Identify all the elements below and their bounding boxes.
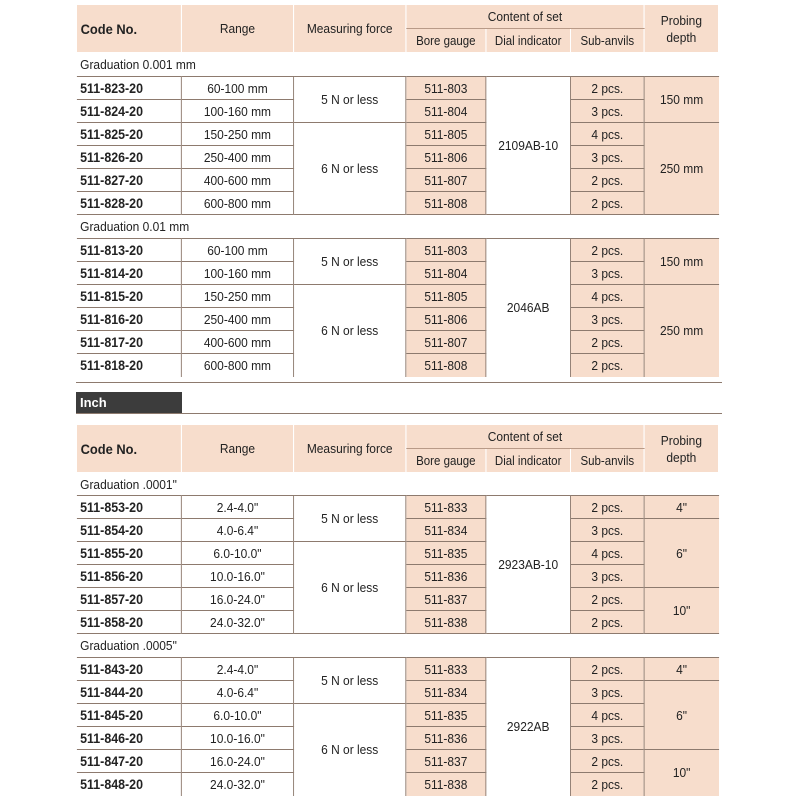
unit-section-bar — [76, 392, 722, 416]
range: 10.0-16.0" — [181, 727, 293, 750]
range: 4.0-6.4" — [181, 519, 293, 542]
range: 600-800 mm — [181, 354, 293, 377]
sub-anvils: 2 pcs. — [571, 496, 645, 519]
header-dial-indicator: Dial indicator — [486, 29, 571, 53]
probing-depth: 6" — [644, 519, 719, 588]
bore-gauge: 511-833 — [406, 658, 486, 681]
bore-gauge: 511-805 — [406, 285, 486, 308]
sub-anvils: 2 pcs. — [571, 658, 645, 681]
header-code-no: Code No. — [76, 5, 181, 53]
probing-depth: 150 mm — [644, 77, 719, 123]
header-content-of-set: Content of set — [406, 425, 644, 449]
measuring-force: 6 N or less — [294, 123, 406, 215]
metric-spec-table — [76, 4, 719, 377]
probing-depth: 10" — [644, 750, 719, 796]
bore-gauge: 511-838 — [406, 611, 486, 634]
range: 60-100 mm — [181, 77, 293, 100]
code-no: 511-818-20 — [76, 354, 181, 377]
bore-gauge: 511-803 — [406, 239, 486, 262]
range: 24.0-32.0" — [181, 611, 293, 634]
range: 150-250 mm — [181, 285, 293, 308]
range: 16.0-24.0" — [181, 588, 293, 611]
bore-gauge: 511-807 — [406, 169, 486, 192]
code-no: 511-815-20 — [76, 285, 181, 308]
bore-gauge: 511-835 — [406, 542, 486, 565]
header-bore-gauge: Bore gauge — [406, 29, 486, 53]
code-no: 511-853-20 — [76, 496, 181, 519]
sub-anvils: 2 pcs. — [571, 611, 645, 634]
sub-anvils: 2 pcs. — [571, 773, 645, 796]
inch-spec-table — [76, 424, 719, 796]
range: 150-250 mm — [181, 123, 293, 146]
code-no: 511-817-20 — [76, 331, 181, 354]
code-no: 511-825-20 — [76, 123, 181, 146]
bore-gauge: 511-838 — [406, 773, 486, 796]
sub-anvils: 2 pcs. — [571, 331, 645, 354]
code-no: 511-858-20 — [76, 611, 181, 634]
sub-anvils: 2 pcs. — [571, 750, 645, 773]
sub-anvils: 4 pcs. — [571, 285, 645, 308]
range: 2.4-4.0" — [181, 658, 293, 681]
bore-gauge: 511-808 — [406, 354, 486, 377]
header-content-of-set: Content of set — [406, 5, 644, 29]
header-code-no: Code No. — [76, 425, 181, 473]
range: 400-600 mm — [181, 169, 293, 192]
sub-anvils: 4 pcs. — [571, 704, 645, 727]
bore-gauge: 511-808 — [406, 192, 486, 215]
measuring-force: 5 N or less — [294, 77, 406, 123]
code-no: 511-816-20 — [76, 308, 181, 331]
range: 100-160 mm — [181, 262, 293, 285]
code-no: 511-855-20 — [76, 542, 181, 565]
bore-gauge: 511-834 — [406, 681, 486, 704]
sub-anvils: 4 pcs. — [571, 542, 645, 565]
measuring-force: 6 N or less — [294, 704, 406, 796]
code-no: 511-845-20 — [76, 704, 181, 727]
sub-anvils: 2 pcs. — [571, 77, 645, 100]
header-probing-depth: Probing depth — [644, 5, 719, 53]
header-sub-anvils: Sub-anvils — [571, 449, 645, 473]
probing-depth: 250 mm — [644, 285, 719, 377]
probing-depth: 6" — [644, 681, 719, 750]
bore-gauge: 511-836 — [406, 727, 486, 750]
header-measuring-force: Measuring force — [294, 425, 406, 473]
sub-anvils: 2 pcs. — [571, 354, 645, 377]
header-range: Range — [181, 5, 293, 53]
header-sub-anvils: Sub-anvils — [571, 29, 645, 53]
code-no: 511-857-20 — [76, 588, 181, 611]
header-measuring-force: Measuring force — [294, 5, 406, 53]
probing-depth: 4" — [644, 658, 719, 681]
measuring-force: 6 N or less — [294, 285, 406, 377]
graduation-label: Graduation .0001" — [76, 473, 718, 496]
sub-anvils: 3 pcs. — [571, 146, 645, 169]
code-no: 511-828-20 — [76, 192, 181, 215]
code-no: 511-847-20 — [76, 750, 181, 773]
code-no: 511-826-20 — [76, 146, 181, 169]
range: 4.0-6.4" — [181, 681, 293, 704]
range: 16.0-24.0" — [181, 750, 293, 773]
range: 250-400 mm — [181, 146, 293, 169]
graduation-label: Graduation .0005" — [76, 634, 718, 658]
code-no: 511-846-20 — [76, 727, 181, 750]
range: 24.0-32.0" — [181, 773, 293, 796]
range: 600-800 mm — [181, 192, 293, 215]
bore-gauge: 511-806 — [406, 308, 486, 331]
range: 2.4-4.0" — [181, 496, 293, 519]
code-no: 511-856-20 — [76, 565, 181, 588]
range: 10.0-16.0" — [181, 565, 293, 588]
sub-anvils: 3 pcs. — [571, 100, 645, 123]
graduation-label: Graduation 0.01 mm — [76, 215, 718, 239]
dial-indicator: 2109AB-10 — [486, 77, 571, 215]
sub-anvils: 2 pcs. — [571, 169, 645, 192]
bore-gauge: 511-836 — [406, 565, 486, 588]
code-no: 511-824-20 — [76, 100, 181, 123]
measuring-force: 5 N or less — [294, 239, 406, 285]
range: 100-160 mm — [181, 100, 293, 123]
code-no: 511-827-20 — [76, 169, 181, 192]
measuring-force: 6 N or less — [294, 542, 406, 634]
header-bore-gauge: Bore gauge — [406, 449, 486, 473]
code-no: 511-823-20 — [76, 77, 181, 100]
sub-anvils: 4 pcs. — [571, 123, 645, 146]
header-dial-indicator: Dial indicator — [486, 449, 571, 473]
code-no: 511-854-20 — [76, 519, 181, 542]
unit-tab-inch: Inch — [76, 392, 182, 414]
sub-anvils: 3 pcs. — [571, 519, 645, 542]
range: 6.0-10.0" — [181, 542, 293, 565]
dial-indicator: 2923AB-10 — [486, 496, 571, 634]
sub-anvils: 3 pcs. — [571, 681, 645, 704]
bore-gauge: 511-834 — [406, 519, 486, 542]
sub-anvils: 2 pcs. — [571, 588, 645, 611]
code-no: 511-844-20 — [76, 681, 181, 704]
probing-depth: 4" — [644, 496, 719, 519]
bore-gauge: 511-805 — [406, 123, 486, 146]
sub-anvils: 2 pcs. — [571, 192, 645, 215]
code-no: 511-843-20 — [76, 658, 181, 681]
bore-gauge: 511-804 — [406, 100, 486, 123]
code-no: 511-813-20 — [76, 239, 181, 262]
graduation-label: Graduation 0.001 mm — [76, 53, 718, 77]
table-bottom-rule — [76, 382, 722, 383]
probing-depth: 150 mm — [644, 239, 719, 285]
range: 6.0-10.0" — [181, 704, 293, 727]
header-range: Range — [181, 425, 293, 473]
range: 400-600 mm — [181, 331, 293, 354]
measuring-force: 5 N or less — [294, 496, 406, 542]
bore-gauge: 511-804 — [406, 262, 486, 285]
dial-indicator: 2046AB — [486, 239, 571, 377]
code-no: 511-814-20 — [76, 262, 181, 285]
sub-anvils: 3 pcs. — [571, 308, 645, 331]
sub-anvils: 3 pcs. — [571, 727, 645, 750]
probing-depth: 250 mm — [644, 123, 719, 215]
bore-gauge: 511-803 — [406, 77, 486, 100]
bore-gauge: 511-833 — [406, 496, 486, 519]
measuring-force: 5 N or less — [294, 658, 406, 704]
dial-indicator: 2922AB — [486, 658, 571, 796]
header-probing-depth: Probing depth — [644, 425, 719, 473]
unit-divider — [76, 413, 722, 414]
bore-gauge: 511-837 — [406, 588, 486, 611]
bore-gauge: 511-806 — [406, 146, 486, 169]
sub-anvils: 2 pcs. — [571, 239, 645, 262]
sub-anvils: 3 pcs. — [571, 262, 645, 285]
sub-anvils: 3 pcs. — [571, 565, 645, 588]
range: 60-100 mm — [181, 239, 293, 262]
code-no: 511-848-20 — [76, 773, 181, 796]
probing-depth: 10" — [644, 588, 719, 634]
bore-gauge: 511-807 — [406, 331, 486, 354]
bore-gauge: 511-835 — [406, 704, 486, 727]
bore-gauge: 511-837 — [406, 750, 486, 773]
range: 250-400 mm — [181, 308, 293, 331]
